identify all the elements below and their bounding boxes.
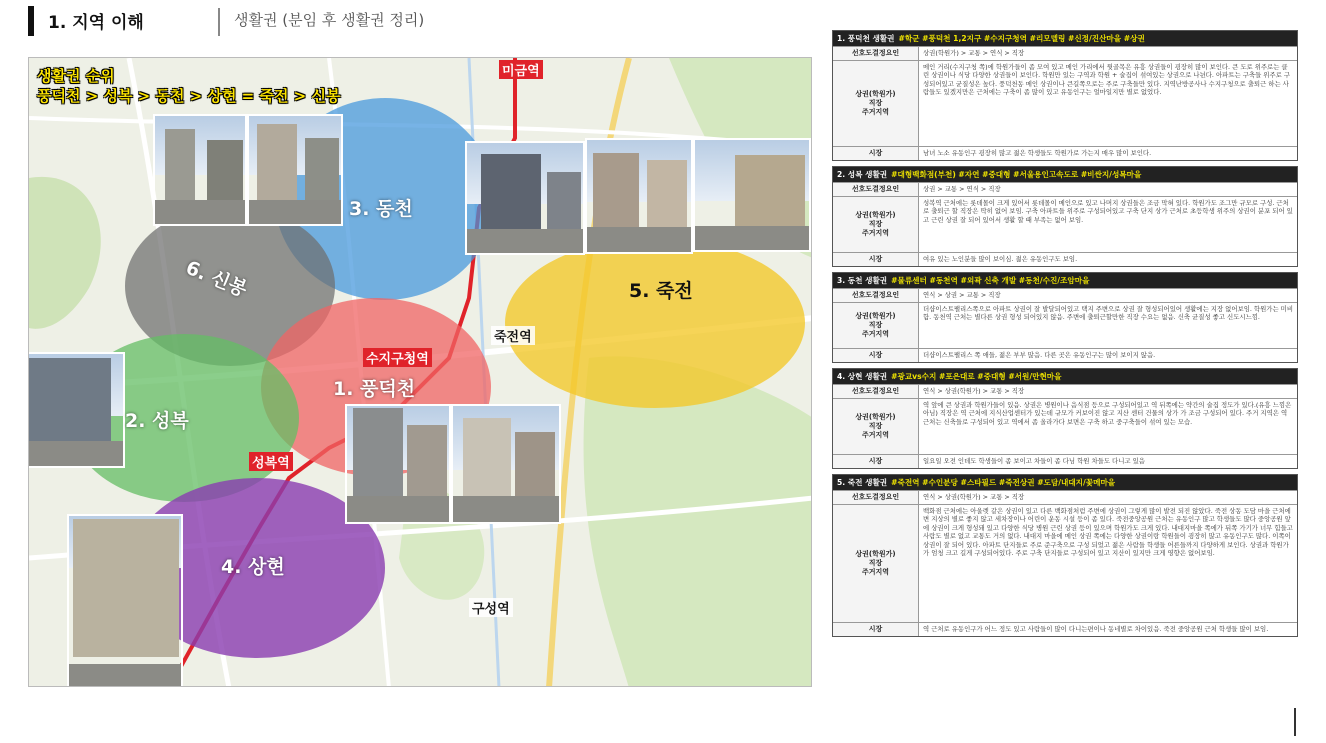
row-value: 연식 > 상권(학원가) > 교통 > 직장 bbox=[923, 387, 1025, 395]
table-row bbox=[833, 288, 1297, 302]
section-sanghyeon bbox=[832, 368, 1298, 469]
station-sujigu: 수지구청역 bbox=[363, 348, 432, 367]
photo-seongbok-building bbox=[28, 352, 125, 468]
header-divider bbox=[218, 8, 220, 36]
row-value: 메인 거리(수지구청 쪽)에 학원가들이 좀 모여 있고 메인 가리에서 뒷골목은 유흥 상권들이 굉장히 많이 보인다. 큰 도로 위주로는 클린 상권이나 식당 다양한 상권들이 보인다. 학원만 있는 구역과 학원 + 술집이 섞여있는 상권으로 나뉜다. 아파트는 구축들 위주로 구성되어있고 균질성은 높다. 풍덕천동 메인 상권이나 큰길쪽으로는 주로 구축들만 있다. 지역난방공사나 수지구청으로 출퇴근 하는 사람들도 있겠지만은 근처에는 구축이 좀 많이 있고 유동인구는 얼마일지만 별로 없었다. bbox=[923, 63, 1290, 97]
row-value: 남녀 노소 유동인구 굉장히 많고 젊은 학생들도 학원가로 가는지 매우 많이 보인다. bbox=[923, 149, 1152, 157]
zone-label-dongcheon: 3. 동천 bbox=[349, 198, 413, 220]
row-key: 선호도결정요인 bbox=[833, 385, 919, 398]
row-key: 시장 bbox=[833, 147, 919, 160]
section-header bbox=[833, 31, 1297, 46]
table-row bbox=[833, 384, 1297, 398]
row-key: 상권(학원가) 직장 주거지역 bbox=[833, 197, 919, 252]
area-map bbox=[28, 57, 812, 687]
table-row bbox=[833, 504, 1297, 622]
table-row bbox=[833, 348, 1297, 362]
row-value: 역 근처로 유동인구가 어느 정도 있고 사람들이 많이 다니는편이나 동네별로 차이있음. 죽전 중앙공원 근처 학생들 많이 보임. bbox=[923, 625, 1269, 633]
photo-dongcheon-street-2 bbox=[247, 114, 343, 226]
legend-ranking: 풍덕천 > 성복 > 동천 > 상현 = 죽전 > 신봉 bbox=[37, 87, 341, 105]
photo-jukjeon-street-2 bbox=[585, 138, 693, 254]
section-title: 4. 상현 생활권 bbox=[837, 372, 888, 381]
photo-sanghyeon-building bbox=[67, 514, 183, 687]
zone-label-sinbong: 6. 신봉 bbox=[182, 256, 251, 302]
row-value: 더샵이스트팰리스쪽으로 아파트 상권이 잘 발달되어있고 택지 주변으로 상권 잘 형성되어있어 생활에는 지장 없어보임. 학원가는 미비함. 동천역 근처는 별다른 상권 형성 되어있지 않음. 주변에 출퇴근할만한 직장 수요는 없음. 신축 균질성 좋고 신도시느낌. bbox=[923, 305, 1294, 322]
photo-pungdeokcheon-street-2 bbox=[451, 404, 561, 524]
section-tags: #물류센터 #동천역 #외곽 신축 개발 #동천/수진/조암마을 bbox=[891, 276, 1090, 285]
photo-jukjeon-street-3 bbox=[693, 138, 811, 252]
section-tags: #대형백화점(부천) #자연 #중대형 #서울용인고속도로 #비싼지/성복마을 bbox=[891, 170, 1142, 179]
photo-pungdeokcheon-street-1 bbox=[345, 404, 451, 524]
row-value: 성복역 근처에는 롯데몰이 크게 있어서 롯데몰이 메인으로 있고 나머지 상권들은 조금 막혀 있다. 학원가도 조그만 규모로 구성. 근처로 출퇴근 할 직장은 딱히 없어 보임. 구축 아파트들 위주로 구성되어있고 구축 단지 상가 근처로 초등학생 위주의 상권이 분포 되어 있고 근린 상권 잘 되어 있어서 생활 할 때 부족는 없어 보임. bbox=[923, 199, 1293, 224]
zone-label-sanghyeon: 4. 상현 bbox=[221, 556, 285, 578]
table-row bbox=[833, 46, 1297, 60]
zone-label-jukjeon: 5. 죽전 bbox=[629, 280, 693, 302]
table-row bbox=[833, 398, 1297, 454]
header-accent-bar bbox=[28, 6, 34, 36]
section-header bbox=[833, 167, 1297, 182]
table-row bbox=[833, 490, 1297, 504]
row-key: 선호도결정요인 bbox=[833, 289, 919, 302]
section-title: 2. 성복 생활권 bbox=[837, 170, 888, 179]
row-key: 선호도결정요인 bbox=[833, 183, 919, 196]
row-value: 역 앞에 큰 상권과 학원가들이 있음. 상권은 병원이나 음식점 등으로 구성되어있고 역 뒤쪽에는 약간의 술집 정도가 있다.(유흥 느낌은 아님) 직장은 역 근처에 지식산업센터가 있는데 규모가 커보이진 않고 지산 센터 건물의 상가 가 조금 구성되어 있다. 주거 지역은 역 근처는 신축들로 구성되어 있고 역에서 좀 올라가다 보면은 구축 하고 중구축들이 섞여 있는 모습. bbox=[923, 401, 1292, 426]
zone-jukjeon bbox=[505, 238, 805, 408]
section-tags: #광교vs수지 #포은대로 #중대형 #서원/만현마을 bbox=[891, 372, 1062, 381]
zone-label-pungdeokcheon: 1. 풍덕천 bbox=[333, 378, 416, 400]
section-dongcheon bbox=[832, 272, 1298, 363]
section-title: 3. 동천 생활권 bbox=[837, 276, 888, 285]
table-row bbox=[833, 454, 1297, 468]
section-tags: #학군 #풍덕천 1,2지구 #수지구청역 #리모델링 #신정/진산마을 #상권 bbox=[898, 34, 1145, 43]
area-analysis-panel bbox=[832, 30, 1298, 642]
legend-title: 생활권 순위 bbox=[37, 67, 115, 85]
section-title: 1. 풍덕천 생활권 bbox=[837, 34, 895, 43]
photo-dongcheon-street-1 bbox=[153, 114, 247, 226]
section-jukjeon bbox=[832, 474, 1298, 637]
table-row bbox=[833, 60, 1297, 146]
section-seongbok bbox=[832, 166, 1298, 267]
area-ranking-legend bbox=[37, 66, 340, 106]
row-value: 여유 있는 노인분들 많이 보이심. 젊은 유동인구도 보임. bbox=[923, 255, 1078, 263]
section-tags: #죽전역 #수인분당 #스타필드 #죽전상권 #도담/내대지/꽃메마을 bbox=[891, 478, 1116, 487]
station-jukjeon: 죽전역 bbox=[491, 326, 535, 345]
table-row bbox=[833, 622, 1297, 636]
row-value: 더샵이스트팰리스 쪽 애들, 젊은 부부 많음. 다른 곳은 유동인구는 많이 보이지 않음. bbox=[923, 351, 1156, 359]
row-value: 상권 > 교통 > 연식 > 직장 bbox=[923, 185, 1001, 193]
row-key: 상권(학원가) 직장 주거지역 bbox=[833, 303, 919, 348]
row-key: 상권(학원가) 직장 주거지역 bbox=[833, 61, 919, 146]
row-key: 상권(학원가) 직장 주거지역 bbox=[833, 399, 919, 454]
table-row bbox=[833, 182, 1297, 196]
row-value: 상권(학원가) > 교통 > 연식 > 직장 bbox=[923, 49, 1025, 57]
section-header bbox=[833, 273, 1297, 288]
table-row bbox=[833, 302, 1297, 348]
row-key: 상권(학원가) 직장 주거지역 bbox=[833, 505, 919, 622]
table-row bbox=[833, 196, 1297, 252]
table-row bbox=[833, 252, 1297, 266]
section-pungdeokcheon bbox=[832, 30, 1298, 161]
page-title: 1. 지역 이해 bbox=[48, 13, 144, 33]
row-key: 시장 bbox=[833, 455, 919, 468]
row-value: 백화점 근처에는 아울렛 같은 상권이 있고 다른 백화점처럼 주변에 상권이 그렇게 많이 발전 되진 않았다. 죽전 상동 도담 마을 근처에 변 지상의 별로 좋지 않고 세차장이나 어린이 운동 시설 등이 좀 있다. 죽전중앙공원 근처는 유동인구 많고 학생들도 많다 중앙공원 앞에 상권이 크게 형성돼 있고 다양한 식당 병원 근린 상권 등이 있으며 학원가도 크게 있다. 내대지마을 쪽에가 뒤쪽 가기가 너무 힘들고 사람도 별로 없고 교통도 거의 없다. 내대지 마을에 메인 상권 쪽에는 다양한 상권이랑 학원들이 굉장히 많고 유동인구도 많다. 이쪽이 상권이 잘 되어 있다. 아파트 단지들로 주로 준구축으로 구성 되었고 젊은 사람들 학생들 어른들까지 다양하게 보인다. 상권과 학원가가 엄청 크고 길게 구성되어있다. 주로 구축 단지들로 구성되어 있고 지산이 있지만 크게 영향은 없어보임. bbox=[923, 507, 1293, 558]
row-key: 시장 bbox=[833, 349, 919, 362]
photo-jukjeon-street-1 bbox=[465, 141, 585, 255]
row-key: 선호도결정요인 bbox=[833, 47, 919, 60]
row-value: 연식 > 상권 > 교통 > 직장 bbox=[923, 291, 1001, 299]
page-edge-mark bbox=[1294, 708, 1296, 736]
section-header bbox=[833, 475, 1297, 490]
page-subtitle: 생활권 (분임 후 생활권 정리) bbox=[234, 11, 425, 29]
row-value: 연식 > 상권(학원가) > 교통 > 직장 bbox=[923, 493, 1025, 501]
zone-label-seongbok: 2. 성복 bbox=[125, 410, 189, 432]
table-row bbox=[833, 146, 1297, 160]
station-seongbok: 성복역 bbox=[249, 452, 293, 471]
station-guseong: 구성역 bbox=[469, 598, 513, 617]
row-key: 시장 bbox=[833, 253, 919, 266]
section-header bbox=[833, 369, 1297, 384]
row-key: 시장 bbox=[833, 623, 919, 636]
row-key: 선호도결정요인 bbox=[833, 491, 919, 504]
station-migeum: 미금역 bbox=[499, 60, 543, 79]
section-title: 5. 죽전 생활권 bbox=[837, 478, 888, 487]
row-value: 일요일 오전 인데도 학생들이 좀 보이고 차들이 좀 다님 학원 차들도 다니고 있음 bbox=[923, 457, 1145, 465]
